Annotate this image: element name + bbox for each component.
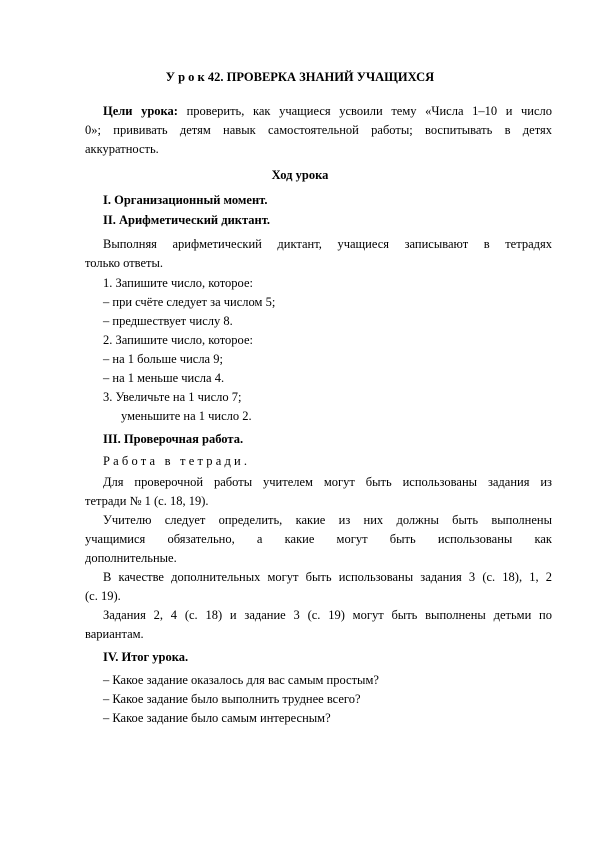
task-2-item-a: – на 1 больше числа 9;	[103, 352, 223, 366]
goals-line-1	[103, 104, 552, 119]
goals-label: Цели урока:	[103, 104, 178, 118]
dictation-intro-line-1: Выполняя арифметический диктант, учащиеся записывают в тетрадях	[103, 237, 552, 251]
section-heading-3: III. Проверочная работа.	[103, 432, 244, 446]
dictation-intro-line-2: только ответы.	[85, 256, 164, 270]
notebook-work-label: Работа в тетради.	[103, 454, 251, 468]
question-2: – Какое задание было выполнить труднее всего?	[103, 692, 361, 706]
paragraph-1-line-1: Для проверочной работы учителем могут быть использованы задания из	[103, 475, 552, 489]
section-heading-1: I. Организационный момент.	[103, 193, 268, 207]
paragraph-3-line-2: (с. 19).	[85, 589, 121, 603]
task-3: 3. Увеличьте на 1 число 7;	[103, 390, 242, 404]
task-1: 1. Запишите число, которое:	[103, 276, 253, 290]
paragraph-2-line-2: учащимися обязательно, а какие могут быть использованы как	[85, 532, 552, 546]
paragraph-3-line-1: В качестве дополнительных могут быть использованы задания 3 (с. 18), 1, 2	[103, 570, 552, 584]
section-heading-4: IV. Итог урока.	[103, 650, 189, 664]
task-1-item-b: – предшествует числу 8.	[103, 314, 233, 328]
task-2: 2. Запишите число, которое:	[103, 333, 253, 347]
task-2-item-b: – на 1 меньше числа 4.	[103, 371, 225, 385]
section-heading-2: II. Арифметический диктант.	[103, 213, 271, 227]
paragraph-1-line-2: тетради № 1 (с. 18, 19).	[85, 494, 209, 508]
paragraph-4-line-1: Задания 2, 4 (с. 18) и задание 3 (с. 19) могут быть выполнены детьми по	[103, 608, 552, 622]
paragraph-2-line-1: Учителю следует определить, какие из них должны быть выполнены	[103, 513, 552, 527]
question-1: – Какое задание оказалось для вас самым простым?	[103, 673, 379, 687]
goals-line-3: аккуратность.	[85, 142, 159, 156]
course-heading: Ход урока	[271, 168, 329, 182]
paragraph-4-line-2: вариантам.	[85, 627, 144, 641]
task-1-item-a: – при счёте следует за числом 5;	[103, 295, 276, 309]
goals-text-1: проверить, как учащиеся усвоили тему «Числа 1–10 и число	[186, 104, 552, 118]
question-3: – Какое задание было самым интересным?	[103, 711, 331, 725]
paragraph-2-line-3: дополнительные.	[85, 551, 177, 565]
goals-line-2: 0»; прививать детям навык самостоятельной работы; воспитывать в детях	[85, 123, 552, 137]
task-3-item-b: уменьшите на 1 число 2.	[121, 409, 252, 423]
lesson-title: У р о к 42. ПРОВЕРКА ЗНАНИЙ УЧАЩИХСЯ	[165, 70, 435, 84]
